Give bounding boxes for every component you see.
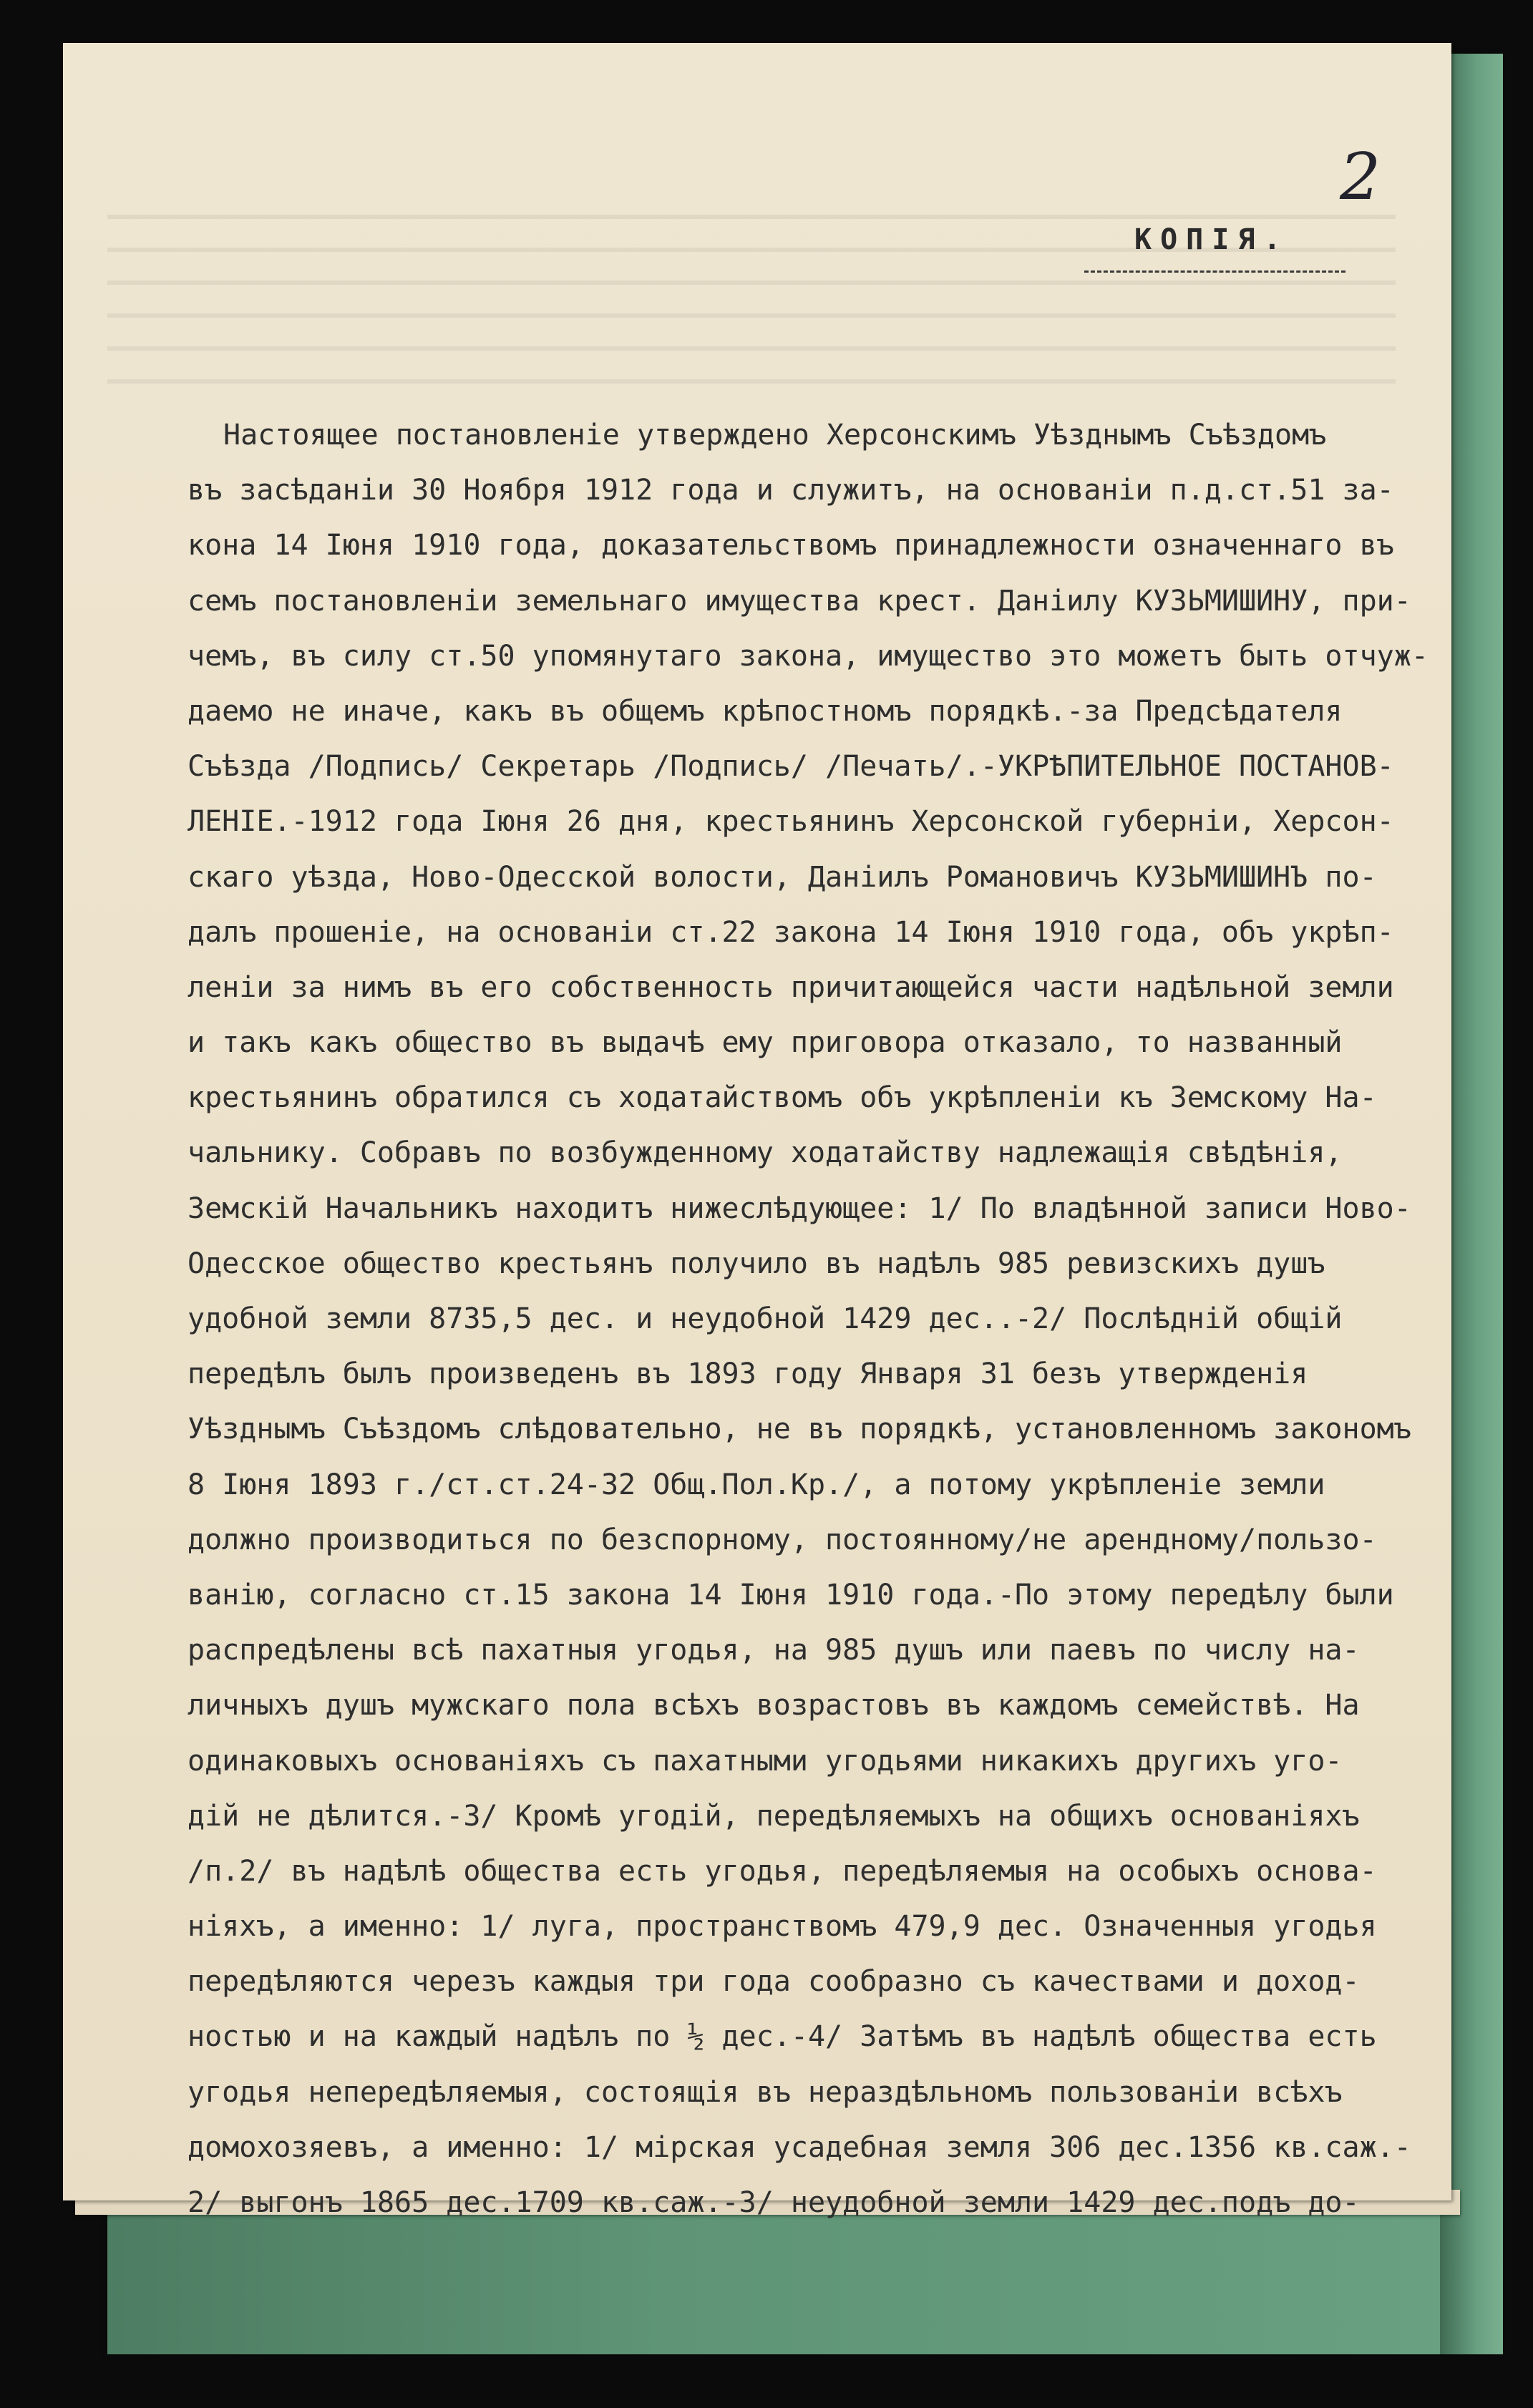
text-line: семъ постановленіи земельнаго имущества крест. Даніилу КУЗЬМИШИНУ, при- (188, 584, 1411, 618)
text-line: удобной земли 8735,5 дес. и неудобной 1429 дес..-2/ Послѣдній общій (188, 1302, 1343, 1335)
text-line: скаго уѣзда, Ново-Одесской волости, Даніилъ Романовичъ КУЗЬМИШИНЪ по- (188, 860, 1377, 894)
text-line: угодья непередѣляемыя, состоящія въ нераздѣльномъ пользованіи всѣхъ (188, 2075, 1343, 2109)
text-line: Съѣзда /Подпись/ Секретарь /Подпись/ /Печать/.-УКРѢПИТЕЛЬНОЕ ПОСТАНОВ- (188, 750, 1394, 784)
text-line: должно производиться по безспорному, постоянному/не арендному/пользо- (188, 1523, 1377, 1556)
text-line: ніяхъ, а именно: 1/ луга, пространствомъ 479,9 дес. Означенныя угодья (188, 1910, 1377, 1944)
text-line: передѣлъ былъ произведенъ въ 1893 году Января 31 безъ утвержденія (188, 1357, 1308, 1391)
text-line: ностью и на каждый надѣлъ по ½ дес.-4/ Затѣмъ въ надѣлѣ общества есть (188, 2020, 1377, 2054)
text-line: Одесское общество крестьянъ получило въ надѣлъ 985 ревизскихъ душъ (188, 1247, 1325, 1280)
text-line: далъ прошеніе, на основаніи ст.22 закона 14 Іюня 1910 года, объ укрѣп- (188, 915, 1394, 949)
text-line: крестьянинъ обратился съ ходатайствомъ объ укрѣпленіи къ Земскому На- (188, 1081, 1377, 1115)
text-line: чальнику. Собравъ по возбужденному ходатайству надлежащія свѣдѣнія, (188, 1136, 1343, 1170)
text-line: домохозяевъ, а именно: 1/ мірская усадебная земля 306 дес.1356 кв.саж.- (188, 2130, 1411, 2164)
text-line: Земскій Начальникъ находитъ нижеслѣдующее: 1/ По владѣнной записи Ново- (188, 1191, 1411, 1225)
text-line: ЛЕНІЕ.-1912 года Іюня 26 дня, крестьянинъ Херсонской губерніи, Херсон- (188, 805, 1394, 839)
handwritten-page-number: 2 (1340, 140, 1381, 215)
text-line: передѣляются черезъ каждыя три года сообразно съ качествами и доход- (188, 1965, 1360, 1999)
text-line: кона 14 Іюня 1910 года, доказательствомъ принадлежности означеннаго въ (188, 529, 1394, 562)
text-line: 8 Іюня 1893 г./ст.ст.24-32 Общ.Пол.Кр./, а потому укрѣпленіе земли (188, 1468, 1325, 1501)
text-line: распредѣлены всѣ пахатныя угодья, на 985 душъ или паевъ по числу на- (188, 1634, 1360, 1667)
text-line: ванію, согласно ст.15 закона 14 Іюня 1910 года.-По этому передѣлу были (188, 1578, 1394, 1612)
text-line: 2/ выгонъ 1865 дес.1709 кв.саж.-3/ неудобной земли 1429 дес.подъ до- (188, 2186, 1360, 2219)
text-line: /п.2/ въ надѣлѣ общества есть угодья, передѣляемыя на особыхъ основа- (188, 1854, 1377, 1888)
text-line: чемъ, въ силу ст.50 упомянутаго закона, имущество это можетъ быть отчуж- (188, 639, 1429, 673)
title-underline (1084, 270, 1345, 273)
text-line: Настоящее постановленіе утверждено Херсонскимъ Уѣзднымъ Съѣздомъ (223, 419, 1327, 452)
text-line: леніи за нимъ въ его собственность причитающейся части надѣльной земли (188, 970, 1394, 1004)
text-line: въ засѣданіи 30 Ноября 1912 года и служитъ, на основаніи п.д.ст.51 за- (188, 474, 1394, 507)
text-line: даемо не иначе, какъ въ общемъ крѣпостномъ порядкѣ.-за Предсѣдателя (188, 694, 1343, 728)
text-line: дій не дѣлится.-3/ Кромѣ угодій, передѣляемыхъ на общихъ основаніяхъ (188, 1799, 1360, 1833)
document-title: КОПІЯ. (1134, 223, 1290, 256)
text-line: и такъ какъ общество въ выдачѣ ему приговора отказало, то названный (188, 1026, 1343, 1060)
text-line: Уѣзднымъ Съѣздомъ слѣдовательно, не въ порядкѣ, установленномъ закономъ (188, 1413, 1411, 1446)
text-line: личныхъ душъ мужскаго пола всѣхъ возрастовъ въ каждомъ семействѣ. На (188, 1689, 1360, 1722)
text-line: одинаковыхъ основаніяхъ съ пахатными угодьями никакихъ другихъ уго- (188, 1744, 1343, 1778)
document-body (188, 408, 1454, 2231)
